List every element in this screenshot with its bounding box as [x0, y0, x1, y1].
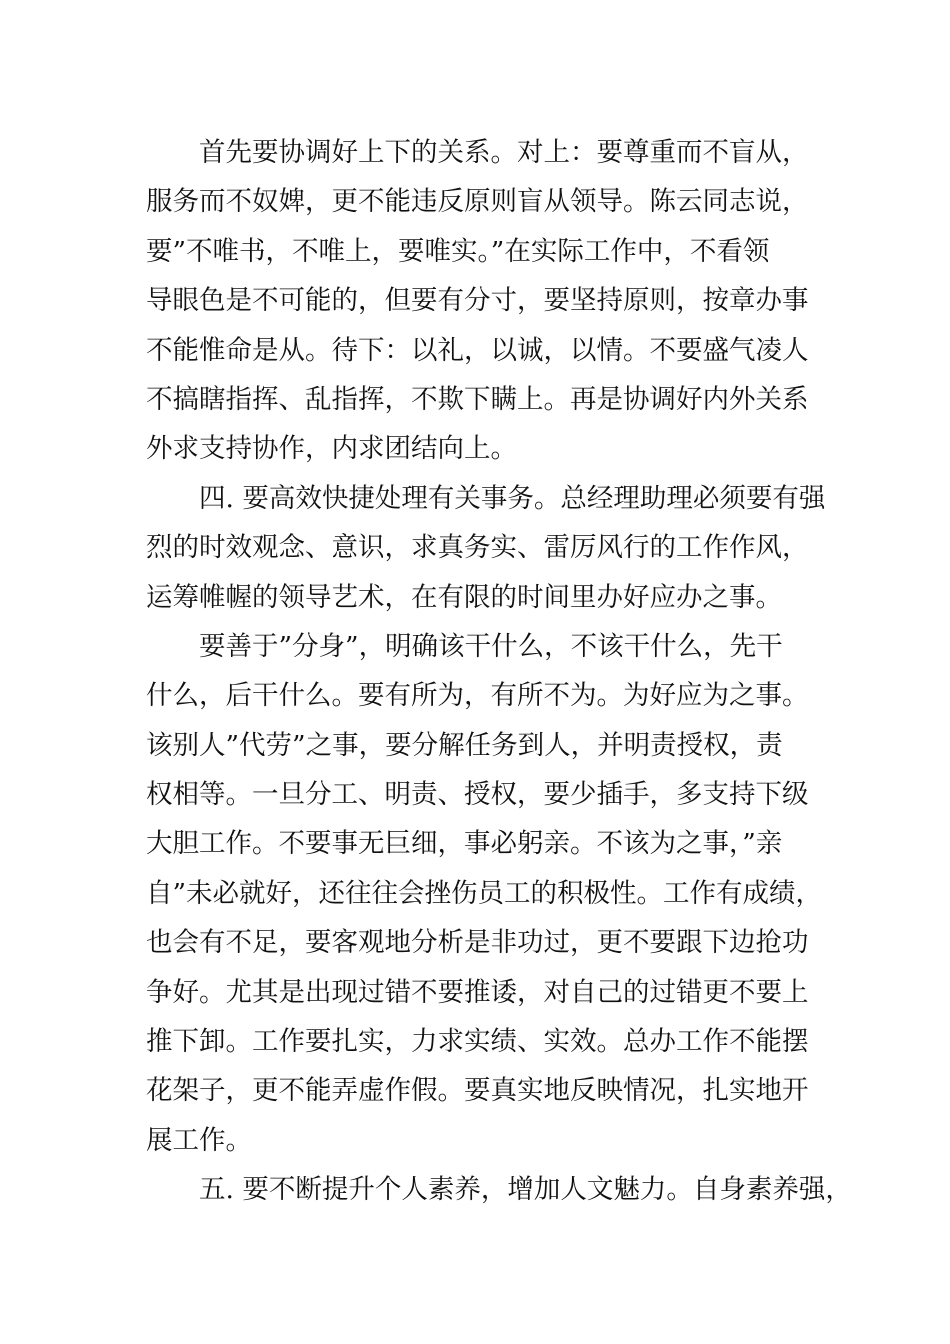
document-body [146, 128, 852, 1215]
paragraph-line: 导眼色是不可能的，但要有分寸，要坚持原则，按章办事 [146, 285, 809, 317]
paragraph-line: 不能惟命是从。待下：以礼，以诚，以情。不要盛气凌人 [146, 334, 809, 366]
paragraph-line: 花架子，更不能弄虚作假。要真实地反映情况，扎实地开 [146, 1075, 809, 1107]
paragraph-line: 展工作。 [146, 1124, 252, 1156]
paragraph-line: 首先要协调好上下的关系。对上：要尊重而不盲从， [199, 137, 809, 168]
paragraph-line: 服务而不奴婢，更不能违反原则盲从领导。陈云同志说， [146, 186, 809, 218]
paragraph-line: 不搞瞎指挥、乱指挥，不欺下瞒上。再是协调好内外关系 [146, 383, 809, 415]
paragraph-line: 大胆工作。不要事无巨细，事必躬亲。不该为之事，”亲 [146, 828, 783, 860]
paragraph-line: 推下卸。工作要扎实，力求实绩、实效。总办工作不能摆 [146, 1026, 809, 1058]
paragraph-line: 也会有不足，要客观地分析是非功过，更不要跟下边抢功 [146, 927, 809, 959]
paragraph-line: 外求支持协作，内求团结向上。 [146, 433, 517, 465]
paragraph-line: 该别人”代劳”之事，要分解任务到人，并明责授权，责 [146, 729, 783, 761]
paragraph-line: 什么，后干什么。要有所为，有所不为。为好应为之事。 [146, 680, 809, 712]
paragraph-line: 五. 要不断提升个人素养，增加人文魅力。自身素养强， [199, 1174, 852, 1206]
paragraph-line: 运筹帷幄的领导艺术，在有限的时间里办好应办之事。 [146, 581, 782, 613]
paragraph-line: 要善于”分身”，明确该干什么，不该干什么，先干 [199, 630, 783, 662]
paragraph-line: 权相等。一旦分工、明责、授权，要少插手，多支持下级 [146, 779, 809, 811]
paragraph-line: 自”未必就好，还往往会挫伤员工的积极性。工作有成绩， [146, 877, 823, 909]
paragraph-line: 争好。尤其是出现过错不要推诿，对自己的过错更不要上 [146, 976, 809, 1008]
paragraph-line: 四. 要高效快捷处理有关事务。总经理助理必须要有强 [199, 482, 826, 514]
paragraph-line: 要”不唯书，不唯上，要唯实。”在实际工作中，不看领 [146, 235, 770, 267]
paragraph-line: 烈的时效观念、意识，求真务实、雷厉风行的工作作风， [146, 532, 809, 564]
